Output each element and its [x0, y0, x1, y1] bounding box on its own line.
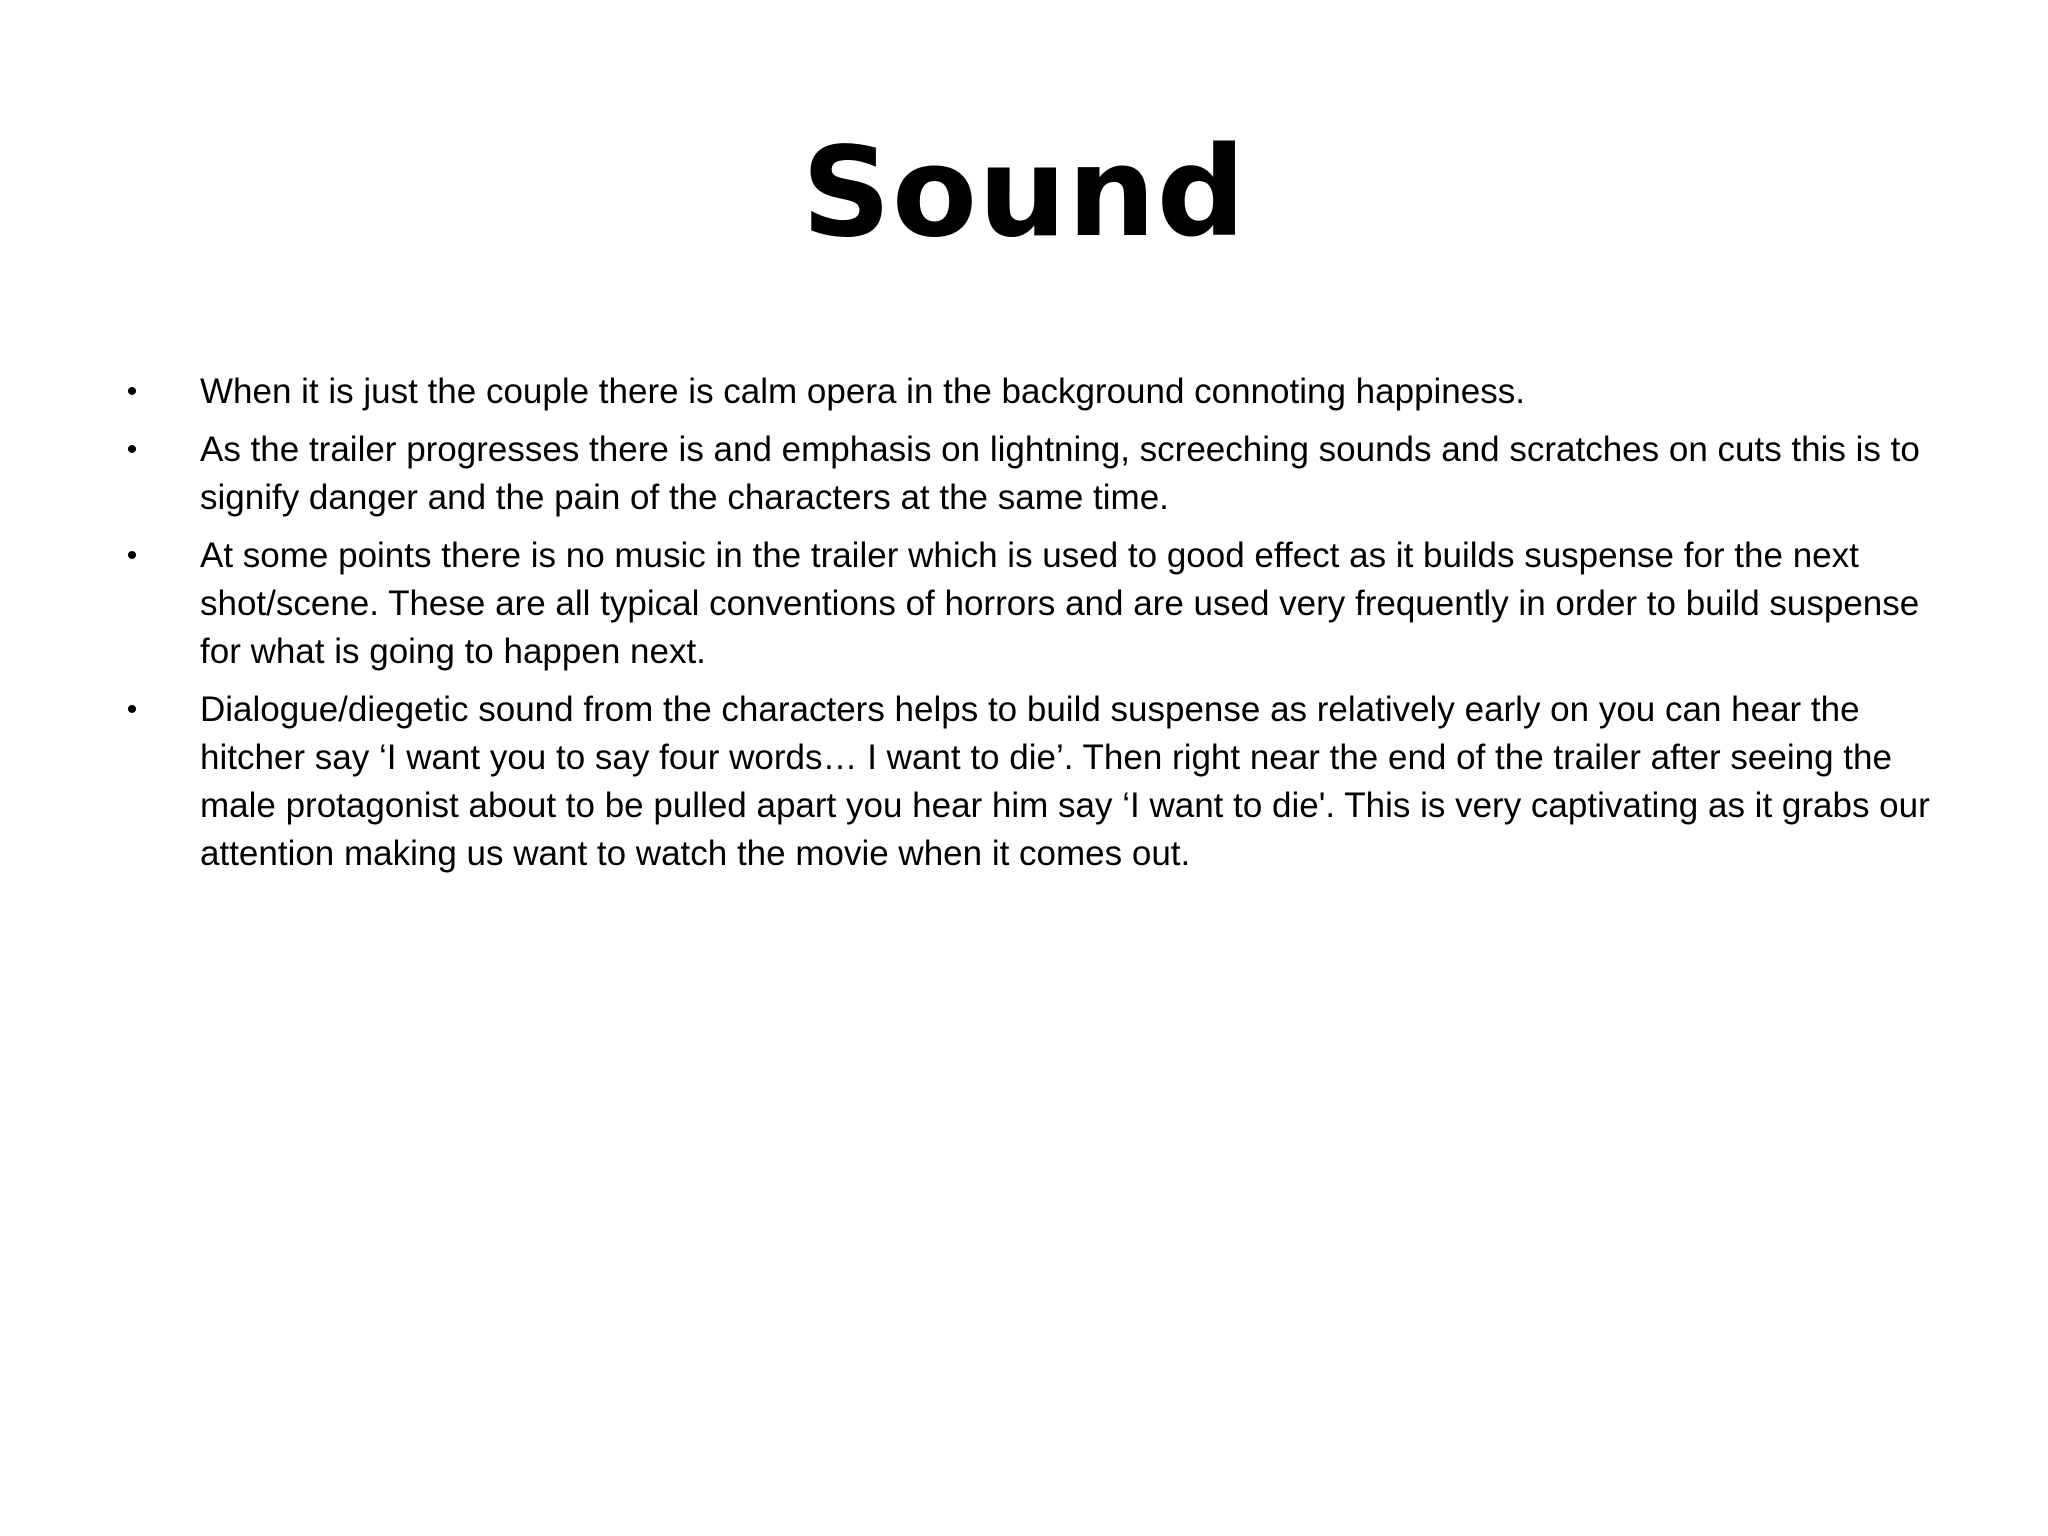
bullet-item-1 [126, 368, 1940, 416]
bullet-icon: • [126, 693, 138, 726]
bullet-item-4 [126, 686, 1940, 878]
bullet-icon: • [126, 433, 138, 466]
bullet-list [126, 368, 1940, 888]
bullet-text: As the trailer progresses there is and emphasis on lightning, screeching sounds and scratches on cuts this is to signify danger and the pain of the characters at the same time. [200, 430, 1920, 517]
bullet-text: When it is just the couple there is calm opera in the background connoting happiness. [200, 372, 1525, 411]
bullet-item-2 [126, 426, 1940, 522]
bullet-item-3 [126, 532, 1940, 676]
slide-title: Sound [801, 121, 1247, 265]
bullet-text: Dialogue/diegetic sound from the characters helps to build suspense as relatively early on you can hear the hitcher say ‘I want you to say four words… I want to die’. Then right near the end of the trailer after seeing the male protagonist about to be pulled apart you hear him say ‘I want to die'. This is very captivating as it grabs our attention making us want to watch the movie when it comes out. [200, 690, 1930, 873]
bullet-icon: • [126, 375, 138, 408]
bullet-text: At some points there is no music in the trailer which is used to good effect as it builds suspense for the next shot/scene. These are all typical conventions of horrors and are used very frequently in order to build suspense for what is going to happen next. [200, 536, 1920, 671]
bullet-icon: • [126, 539, 138, 572]
